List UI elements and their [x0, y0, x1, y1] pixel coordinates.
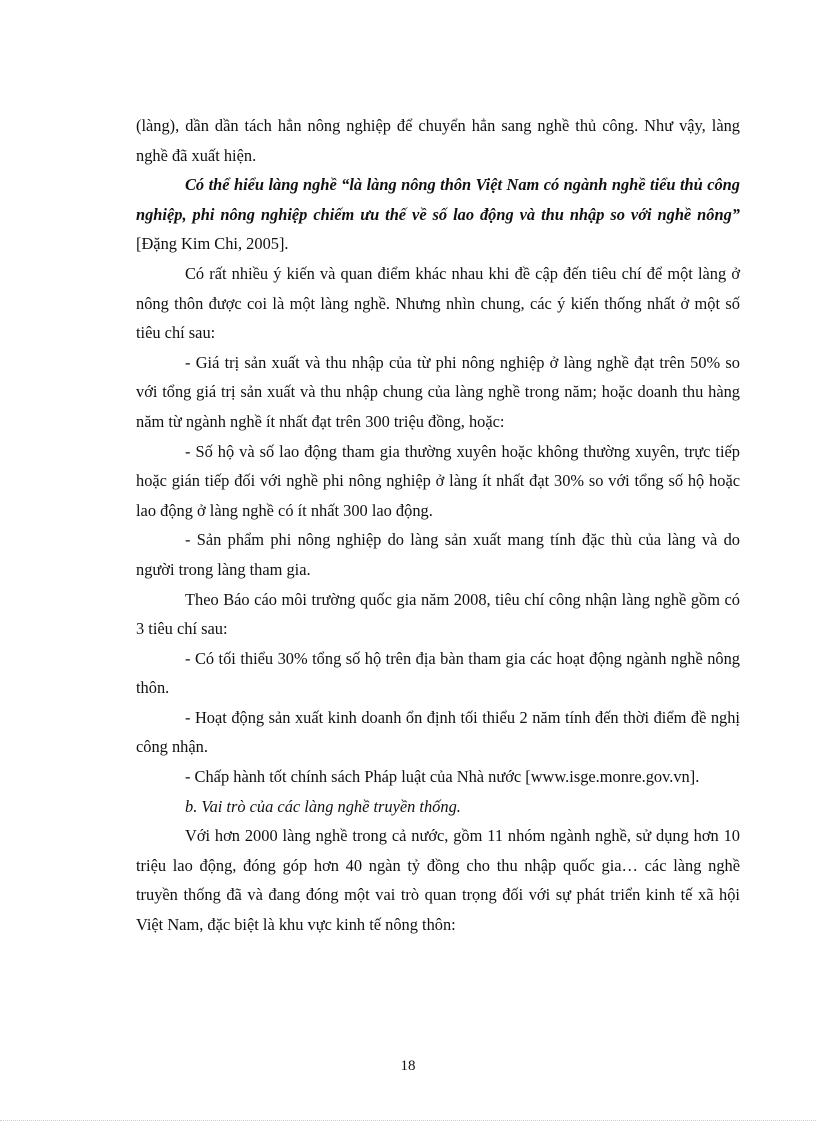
criteria-item-households: - Số hộ và số lao động tham gia thường xuyên hoặc không thường xuyên, trực tiếp hoặc gián tiếp đối với nghề phi nông nghiệp ở làng ít nhất đạt 30% so với tổng số hộ hoặc lao động ở làng nghề có ít nhất 300 lao động.	[136, 441, 740, 520]
definition-citation: [Đặng Kim Chi, 2005].	[136, 234, 289, 254]
paragraph-report-intro: Theo Báo cáo môi trường quốc gia năm 2008, tiêu chí công nhận làng nghề gồm có 3 tiêu chí sau:	[136, 589, 740, 639]
page-number: 18	[400, 1058, 416, 1074]
paragraph-criteria-intro: Có rất nhiều ý kiến và quan điểm khác nhau khi đề cập đến tiêu chí để một làng ở nông thôn được coi là một làng nghề. Nhưng nhìn chung, các ý kiến thống nhất ở một số tiêu chí sau:	[136, 263, 740, 343]
paragraph-continuation: (làng), dần dần tách hẳn nông nghiệp để chuyển hẳn sang nghề thủ công. Như vậy, làng nghề đã xuất hiện.	[136, 116, 740, 165]
page-body	[136, 111, 740, 940]
definition-quote: Có thể hiểu làng nghề “là làng nông thôn Việt Nam có ngành nghề tiểu thủ công nghiệp, phi nông nghiệp chiếm ưu thế về số lao động và thu nhập so với nghề nông”	[136, 175, 740, 224]
report-criteria-item-3: - Chấp hành tốt chính sách Pháp luật của Nhà nước [www.isge.monre.gov.vn].	[185, 767, 700, 787]
page-bottom-divider	[0, 1120, 816, 1121]
report-criteria-item-2: - Hoạt động sản xuất kinh doanh ổn định tối thiểu 2 năm tính đến thời điểm đề nghị công nhận.	[136, 707, 740, 757]
criteria-item-production-value: - Giá trị sản xuất và thu nhập của từ phi nông nghiệp ở làng nghề đạt trên 50% so với tổng giá trị sản xuất và thu nhập chung của làng nghề trong năm; hoặc doanh thu hàng năm từ ngành nghề ít nhất đạt trên 300 triệu đồng, hoặc:	[136, 352, 740, 431]
report-criteria-item-1: - Có tối thiểu 30% tổng số hộ trên địa bàn tham gia các hoạt động ngành nghề nông thôn.	[136, 648, 740, 698]
paragraph-definition	[136, 170, 740, 259]
paragraph-role: Với hơn 2000 làng nghề trong cả nước, gồm 11 nhóm ngành nghề, sử dụng hơn 10 triệu lao động, đóng góp hơn 40 ngàn tỷ đồng cho thu nhập quốc gia… các làng nghề truyền thống đã và đang đóng một vai trò quan trọng đối với sự phát triển kinh tế xã hội Việt Nam, đặc biệt là khu vực kinh tế nông thôn:	[136, 826, 740, 935]
criteria-item-products: - Sản phẩm phi nông nghiệp do làng sản xuất mang tính đặc thù của làng và do người trong làng tham gia.	[136, 530, 740, 579]
section-heading: b. Vai trò của các làng nghề truyền thống.	[185, 796, 461, 816]
